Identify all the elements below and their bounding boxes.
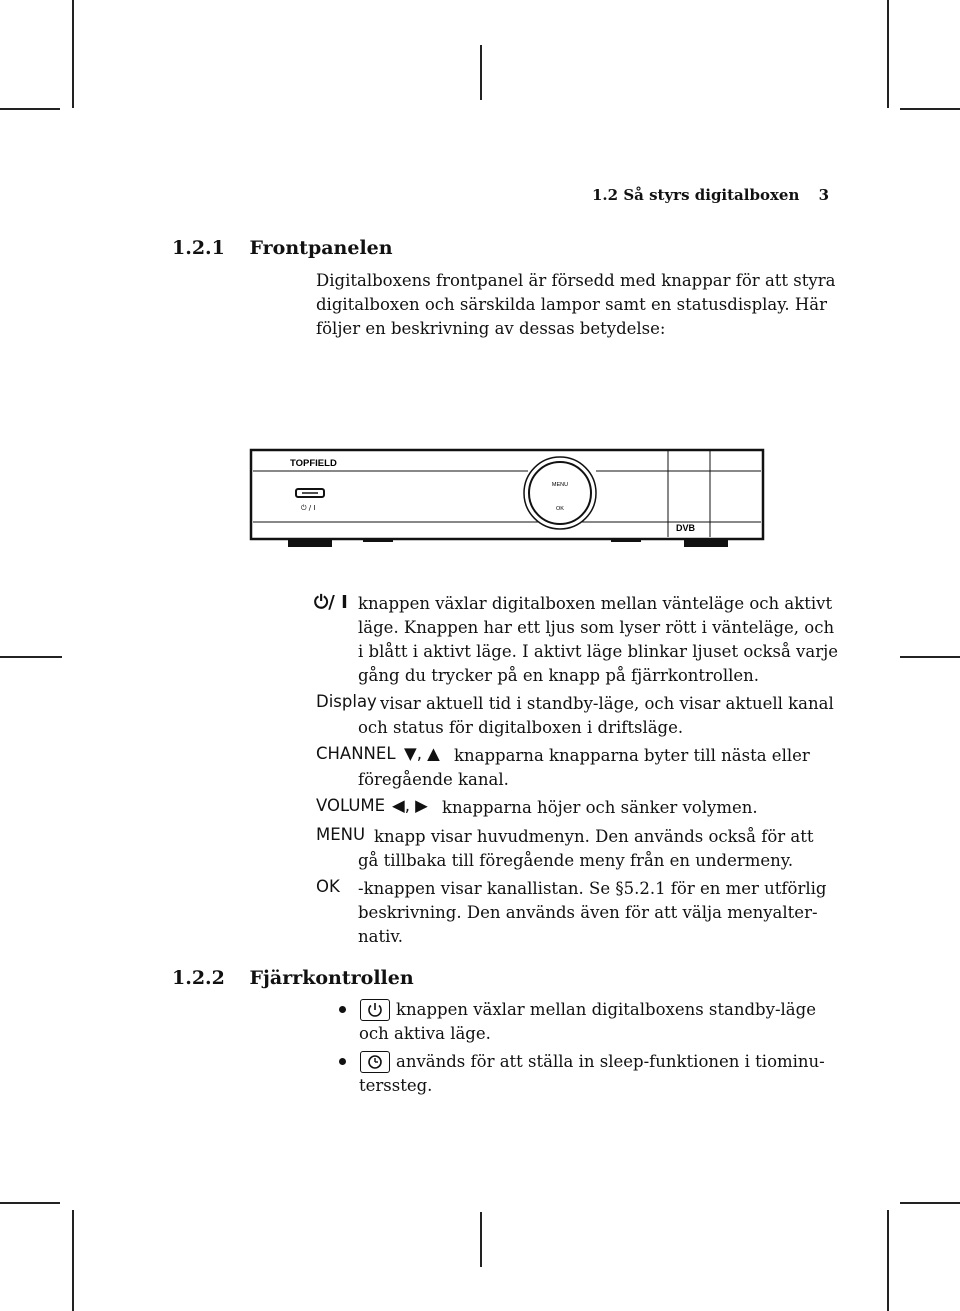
crop-mark — [480, 1212, 482, 1267]
ok-key: OK — [316, 877, 340, 896]
display-line: visar aktuell tid i standby-läge, och visar aktuell kanal — [380, 694, 834, 713]
ok-line: -knappen visar kanallistan. Se §5.2.1 för en mer utförlig — [358, 879, 827, 898]
channel-key: CHANNEL — [316, 744, 396, 763]
crop-mark — [887, 1210, 889, 1311]
front-panel-illustration — [248, 447, 766, 549]
power-standby-icon: ⏻/ I — [314, 592, 348, 613]
power-line: gång du trycker på en knapp på fjärrkontrollen. — [358, 666, 760, 685]
bullet-line: används för att ställa in sleep-funktionen i tiominu- — [396, 1052, 825, 1071]
device-dvb-logo: DVB — [676, 523, 696, 533]
ok-line: beskrivning. Den används även för att välja menyalter- — [358, 903, 818, 922]
bullet-line: och aktiva läge. — [359, 1024, 491, 1043]
bullet-text — [396, 1050, 825, 1074]
sleep-icon — [361, 1052, 389, 1072]
section-number: 1.2.2 — [172, 967, 225, 989]
crop-mark — [0, 1202, 60, 1204]
device-menu-label: MENU — [551, 482, 569, 488]
device-ok-label: OK — [556, 506, 564, 512]
crop-mark — [887, 0, 889, 108]
crop-mark — [0, 108, 60, 110]
menu-line: gå tillbaka till föregående meny från en undermeny. — [358, 851, 794, 870]
running-header — [592, 186, 829, 204]
intro-line: Digitalboxens frontpanel är försedd med knappar för att styra — [316, 271, 836, 290]
crop-mark — [900, 108, 960, 110]
power-line: i blått i aktivt läge. I aktivt läge blinkar ljuset också varje — [358, 642, 838, 661]
power-icon — [361, 1000, 389, 1020]
intro-paragraph — [316, 269, 835, 341]
section-number: 1.2.1 — [172, 237, 225, 259]
intro-line: följer en beskrivning av dessas betydelse: — [316, 319, 666, 338]
display-line: och status för digitalboxen i driftsläge. — [358, 718, 684, 737]
power-line: knappen växlar digitalboxen mellan vänteläge och aktivt — [358, 594, 833, 613]
channel-line: föregående kanal. — [358, 770, 509, 789]
bullet-text — [359, 1074, 432, 1098]
crop-mark — [900, 1202, 960, 1204]
crop-mark — [72, 1210, 74, 1311]
volume-arrows: ◀, ▶ — [392, 796, 428, 815]
channel-line: knapparna knapparna byter till nästa eller — [454, 746, 810, 765]
menu-key: MENU — [316, 825, 366, 844]
intro-line: digitalboxen och särskilda lampor samt en statusdisplay. Här — [316, 295, 827, 314]
bullet-line: terssteg. — [359, 1076, 433, 1095]
device-power-label: ⏻ / I — [301, 504, 316, 512]
crop-mark — [900, 656, 960, 658]
ok-line: nativ. — [358, 927, 403, 946]
bullet-line: knappen växlar mellan digitalboxens standby-läge — [396, 1000, 816, 1019]
section-title: Fjärrkontrollen — [249, 967, 414, 989]
display-key: Display — [316, 692, 377, 711]
crop-mark — [72, 0, 74, 108]
bullet-dot — [339, 1006, 346, 1013]
channel-arrows: ▼, ▲ — [404, 744, 440, 763]
page-number: 3 — [818, 186, 830, 204]
section-heading-frontpanel — [172, 237, 393, 259]
volume-key: VOLUME — [316, 796, 386, 815]
bullet-text — [396, 998, 816, 1022]
section-title: Frontpanelen — [249, 237, 393, 259]
power-line: läge. Knappen har ett ljus som lyser rött i vänteläge, och — [358, 618, 835, 637]
bullet-dot — [339, 1058, 346, 1065]
power-key-box — [360, 999, 390, 1021]
section-heading-remote — [172, 967, 414, 989]
crop-mark — [0, 656, 62, 658]
sleep-key-box — [360, 1051, 390, 1073]
header-section: 1.2 Så styrs digitalboxen — [592, 186, 800, 204]
volume-line: knapparna höjer och sänker volymen. — [442, 798, 758, 817]
crop-mark — [480, 45, 482, 100]
device-brand: TOPFIELD — [290, 458, 337, 469]
bullet-text — [359, 1022, 491, 1046]
menu-line: knapp visar huvudmenyn. Den används också för att — [374, 827, 814, 846]
